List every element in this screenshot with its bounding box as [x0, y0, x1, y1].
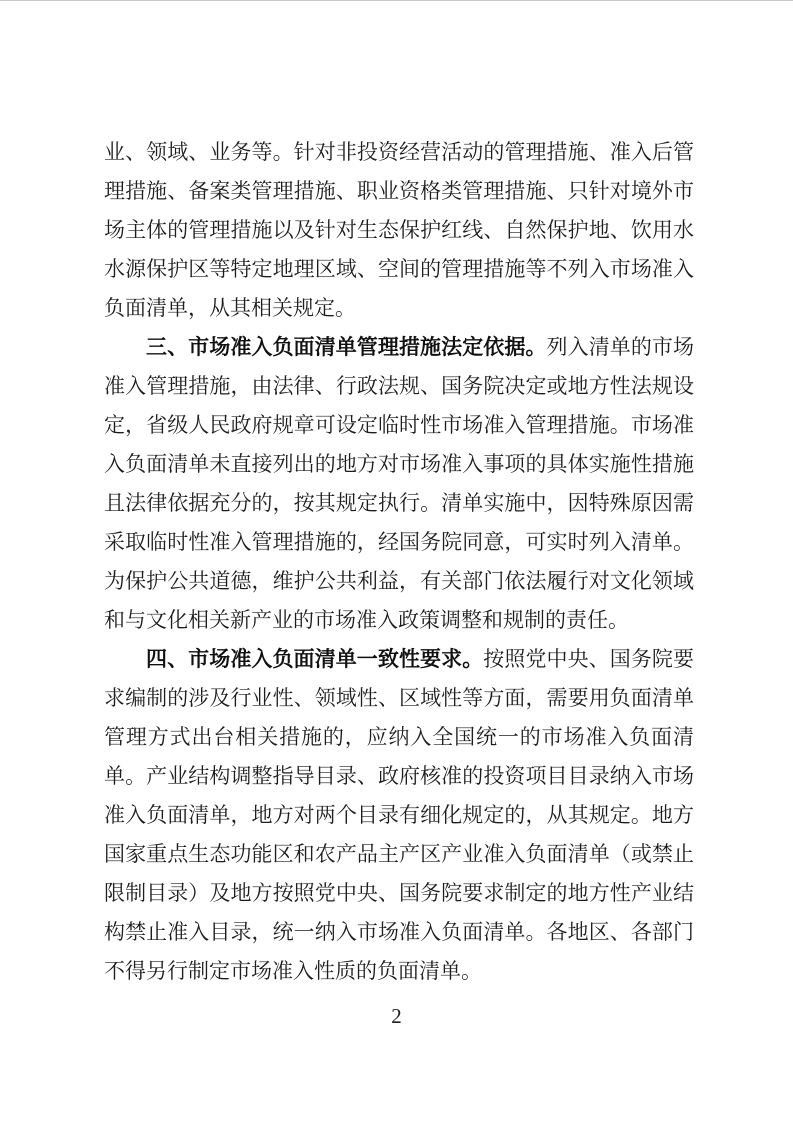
section-heading: 四、市场准入负面清单一致性要求。	[146, 648, 484, 671]
paragraph	[104, 328, 694, 640]
body-text: 按照党中央、国务院要求编制的涉及行业性、领域性、区域性等方面，需要用负面清单管理方式出台相关措施的，应纳入全国统一的市场准入负面清单。产业结构调整指导目录、政府核准的投资项目目录纳入市场准入负面清单，地方对两个目录有细化规定的，从其规定。地方国家重点生态功能区和农产品主产区产业准入负面清单（或禁止限制目录）及地方按照党中央、国务院要求制定的地方性产业结构禁止准入目录，统一纳入市场准入负面清单。各地区、各部门不得另行制定市场准入性质的负面清单。	[104, 647, 695, 983]
paragraph	[104, 640, 694, 991]
document-body	[104, 133, 694, 991]
page-number: 2	[391, 1004, 402, 1028]
body-text: 业、领域、业务等。针对非投资经营活动的管理措施、准入后管理措施、备案类管理措施、职业资格类管理措施、只针对境外市场主体的管理措施以及针对生态保护红线、自然保护地、饮用水水源保护区等特定地理区域、空间的管理措施等不列入市场准入负面清单，从其相关规定。	[104, 140, 694, 320]
section-heading: 三、市场准入负面清单管理措施法定依据。	[146, 336, 547, 359]
paragraph	[104, 133, 694, 328]
body-text: 列入清单的市场准入管理措施，由法律、行政法规、国务院决定或地方性法规设定，省级人民政府规章可设定临时性市场准入管理措施。市场准入负面清单未直接列出的地方对市场准入事项的具体实施性措施且法律依据充分的，按其规定执行。清单实施中，因特殊原因需采取临时性准入管理措施的，经国务院同意，可实时列入清单。为保护公共道德，维护公共利益，有关部门依法履行对文化领域和与文化相关新产业的市场准入政策调整和规制的责任。	[104, 335, 695, 632]
